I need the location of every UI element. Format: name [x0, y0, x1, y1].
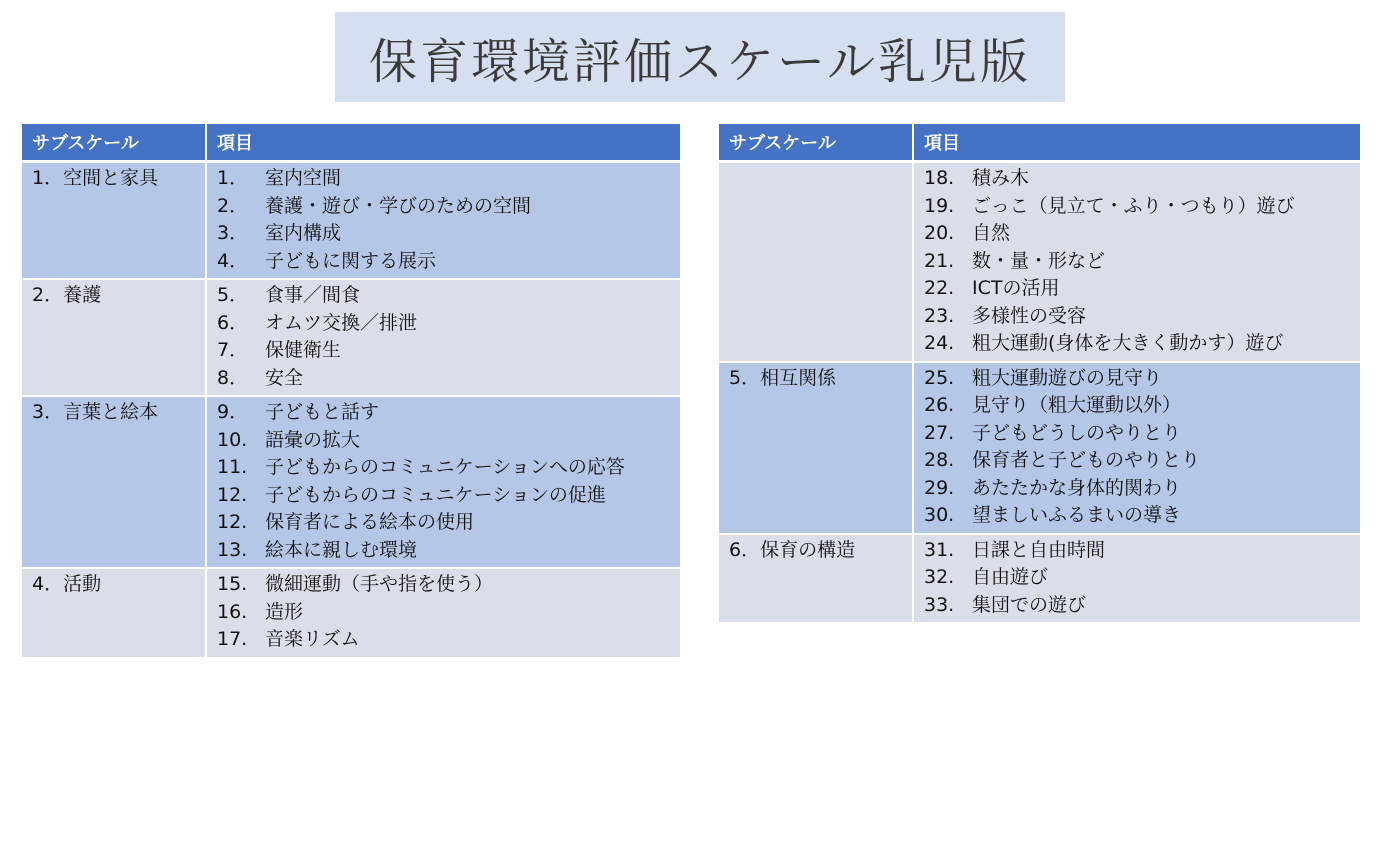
- table-body-right: [719, 162, 1360, 624]
- item-label: 自由遊び: [972, 566, 1049, 588]
- item-label: 粗大運動遊びの見守り: [972, 366, 1163, 389]
- items-cell: [206, 279, 680, 396]
- item-number: 33.: [924, 593, 955, 616]
- item-number: 6．: [217, 311, 249, 334]
- table-header-row: [719, 124, 1360, 162]
- item-number: 5．: [217, 284, 249, 306]
- item-number: 24.: [924, 332, 955, 354]
- list-item: [924, 303, 1350, 331]
- item-number: 32.: [924, 566, 955, 588]
- item-number: 29.: [924, 476, 955, 499]
- item-number: 10.: [217, 428, 248, 451]
- header-subscale: サブスケール: [22, 124, 206, 162]
- item-number: 21.: [924, 249, 955, 272]
- list-item: [217, 365, 670, 393]
- item-number: 27.: [924, 421, 955, 444]
- list-item: [924, 564, 1350, 592]
- item-number: 12.: [217, 483, 248, 506]
- item-label: 安全: [265, 366, 304, 389]
- list-item: [924, 420, 1350, 448]
- item-label: 微細運動（手や指を使う）: [265, 573, 494, 595]
- items-cell: [206, 396, 680, 568]
- item-label: 絵本に親しむ環境: [265, 538, 418, 561]
- table-row: [22, 396, 680, 568]
- list-item: [217, 337, 670, 365]
- header-subscale: サブスケール: [719, 124, 913, 162]
- items-cell: [913, 162, 1360, 362]
- list-item: [924, 220, 1350, 248]
- item-label: 子どもに関する展示: [265, 249, 437, 272]
- list-item: [924, 447, 1350, 475]
- item-number: 8．: [217, 366, 249, 389]
- item-number: 28.: [924, 449, 955, 471]
- item-label: 集団での遊び: [972, 593, 1087, 616]
- item-label: 造形: [265, 600, 304, 623]
- scale-table-right: [719, 124, 1360, 624]
- list-item: [924, 248, 1350, 276]
- item-number: 31.: [924, 538, 955, 561]
- item-number: 3．: [217, 222, 249, 244]
- item-number: 30.: [924, 504, 955, 526]
- table-header-row: [22, 124, 680, 162]
- item-number: 26.: [924, 394, 955, 416]
- table-row: [22, 568, 680, 658]
- item-number: 22.: [924, 277, 955, 299]
- list-item: [217, 537, 670, 565]
- item-label: 多様性の受容: [972, 304, 1087, 327]
- list-item: [924, 365, 1350, 393]
- list-item: [924, 537, 1350, 565]
- list-item: [924, 275, 1350, 303]
- item-number: 23.: [924, 304, 955, 327]
- subscale-cell: 6．保育の構造: [719, 534, 913, 624]
- list-item: [924, 392, 1350, 420]
- items-cell: [913, 362, 1360, 534]
- table-row: [719, 534, 1360, 624]
- header-items: 項目: [206, 124, 680, 162]
- list-item: [217, 248, 670, 276]
- item-label: あたたかな身体的関わり: [972, 476, 1182, 499]
- table-row: [22, 279, 680, 396]
- item-number: 20.: [924, 222, 955, 244]
- item-label: 室内空間: [265, 167, 342, 189]
- item-number: 12.: [217, 511, 248, 533]
- list-item: [217, 193, 670, 221]
- header-items: 項目: [913, 124, 1360, 162]
- item-label: 子どもどうしのやりとり: [972, 421, 1182, 444]
- subscale-cell: 3．言葉と絵本: [22, 396, 206, 568]
- item-number: 17.: [217, 628, 248, 650]
- table-row: [719, 162, 1360, 362]
- subscale-cell: 1．空間と家具: [22, 162, 206, 280]
- list-item: [217, 427, 670, 455]
- item-number: 19.: [924, 194, 955, 217]
- item-label: 語彙の拡大: [265, 428, 361, 451]
- scale-table-left: [22, 124, 680, 659]
- list-item: [924, 165, 1350, 193]
- item-label: 子どもと話す: [265, 401, 380, 423]
- list-item: [217, 165, 670, 193]
- list-item: [217, 482, 670, 510]
- list-item: [217, 282, 670, 310]
- list-item: [217, 626, 670, 654]
- item-number: 2．: [217, 194, 249, 217]
- item-number: 7．: [217, 339, 249, 361]
- list-item: [217, 454, 670, 482]
- item-label: 保育者と子どものやりとり: [972, 449, 1201, 471]
- list-item: [217, 310, 670, 338]
- item-number: 16.: [217, 600, 248, 623]
- item-label: 子どもからのコミュニケーションの促進: [265, 483, 606, 506]
- item-label: 望ましいふるまいの導き: [972, 504, 1182, 526]
- page-title: 保育環境評価スケール乳児版: [368, 33, 1032, 90]
- subscale-cell: 4．活動: [22, 568, 206, 658]
- list-item: [217, 599, 670, 627]
- item-label: ICTの活用: [972, 277, 1060, 299]
- item-label: ごっこ（見立て・ふり・つもり）遊び: [972, 194, 1295, 217]
- item-label: オムツ交換／排泄: [265, 311, 418, 334]
- item-label: 食事／間食: [265, 284, 361, 306]
- item-number: 4．: [217, 249, 249, 272]
- list-item: [924, 330, 1350, 358]
- list-item: [217, 220, 670, 248]
- subscale-cell: 5．相互関係: [719, 362, 913, 534]
- list-item: [924, 502, 1350, 530]
- table-row: [719, 362, 1360, 534]
- list-item: [217, 399, 670, 427]
- item-number: 13.: [217, 538, 248, 561]
- item-label: 養護・遊び・学びのための空間: [265, 194, 532, 217]
- table-body-left: [22, 162, 680, 658]
- subscale-cell: 2．養護: [22, 279, 206, 396]
- item-number: 25.: [924, 366, 955, 389]
- item-number: 15.: [217, 573, 248, 595]
- item-number: 11.: [217, 456, 248, 478]
- table-row: [22, 162, 680, 280]
- item-label: 数・量・形など: [972, 249, 1106, 272]
- items-cell: [206, 162, 680, 280]
- item-label: 日課と自由時間: [972, 538, 1106, 561]
- items-cell: [913, 534, 1360, 624]
- item-label: 自然: [972, 222, 1011, 244]
- list-item: [924, 193, 1350, 221]
- item-number: 18.: [924, 167, 955, 189]
- item-number: 9．: [217, 401, 249, 423]
- item-label: 粗大運動(身体を大きく動かす）遊び: [972, 332, 1284, 354]
- list-item: [217, 571, 670, 599]
- title-banner: [335, 12, 1065, 102]
- item-label: 室内構成: [265, 222, 342, 244]
- item-label: 音楽リズム: [265, 628, 360, 650]
- list-item: [924, 592, 1350, 620]
- list-item: [924, 475, 1350, 503]
- item-label: 保育者による絵本の使用: [265, 511, 475, 533]
- item-label: 積み木: [972, 167, 1030, 189]
- item-label: 見守り（粗大運動以外）: [972, 394, 1182, 416]
- item-number: 1．: [217, 167, 249, 189]
- subscale-cell: [719, 162, 913, 362]
- items-cell: [206, 568, 680, 658]
- item-label: 子どもからのコミュニケーションへの応答: [265, 456, 625, 478]
- list-item: [217, 509, 670, 537]
- item-label: 保健衛生: [265, 339, 342, 361]
